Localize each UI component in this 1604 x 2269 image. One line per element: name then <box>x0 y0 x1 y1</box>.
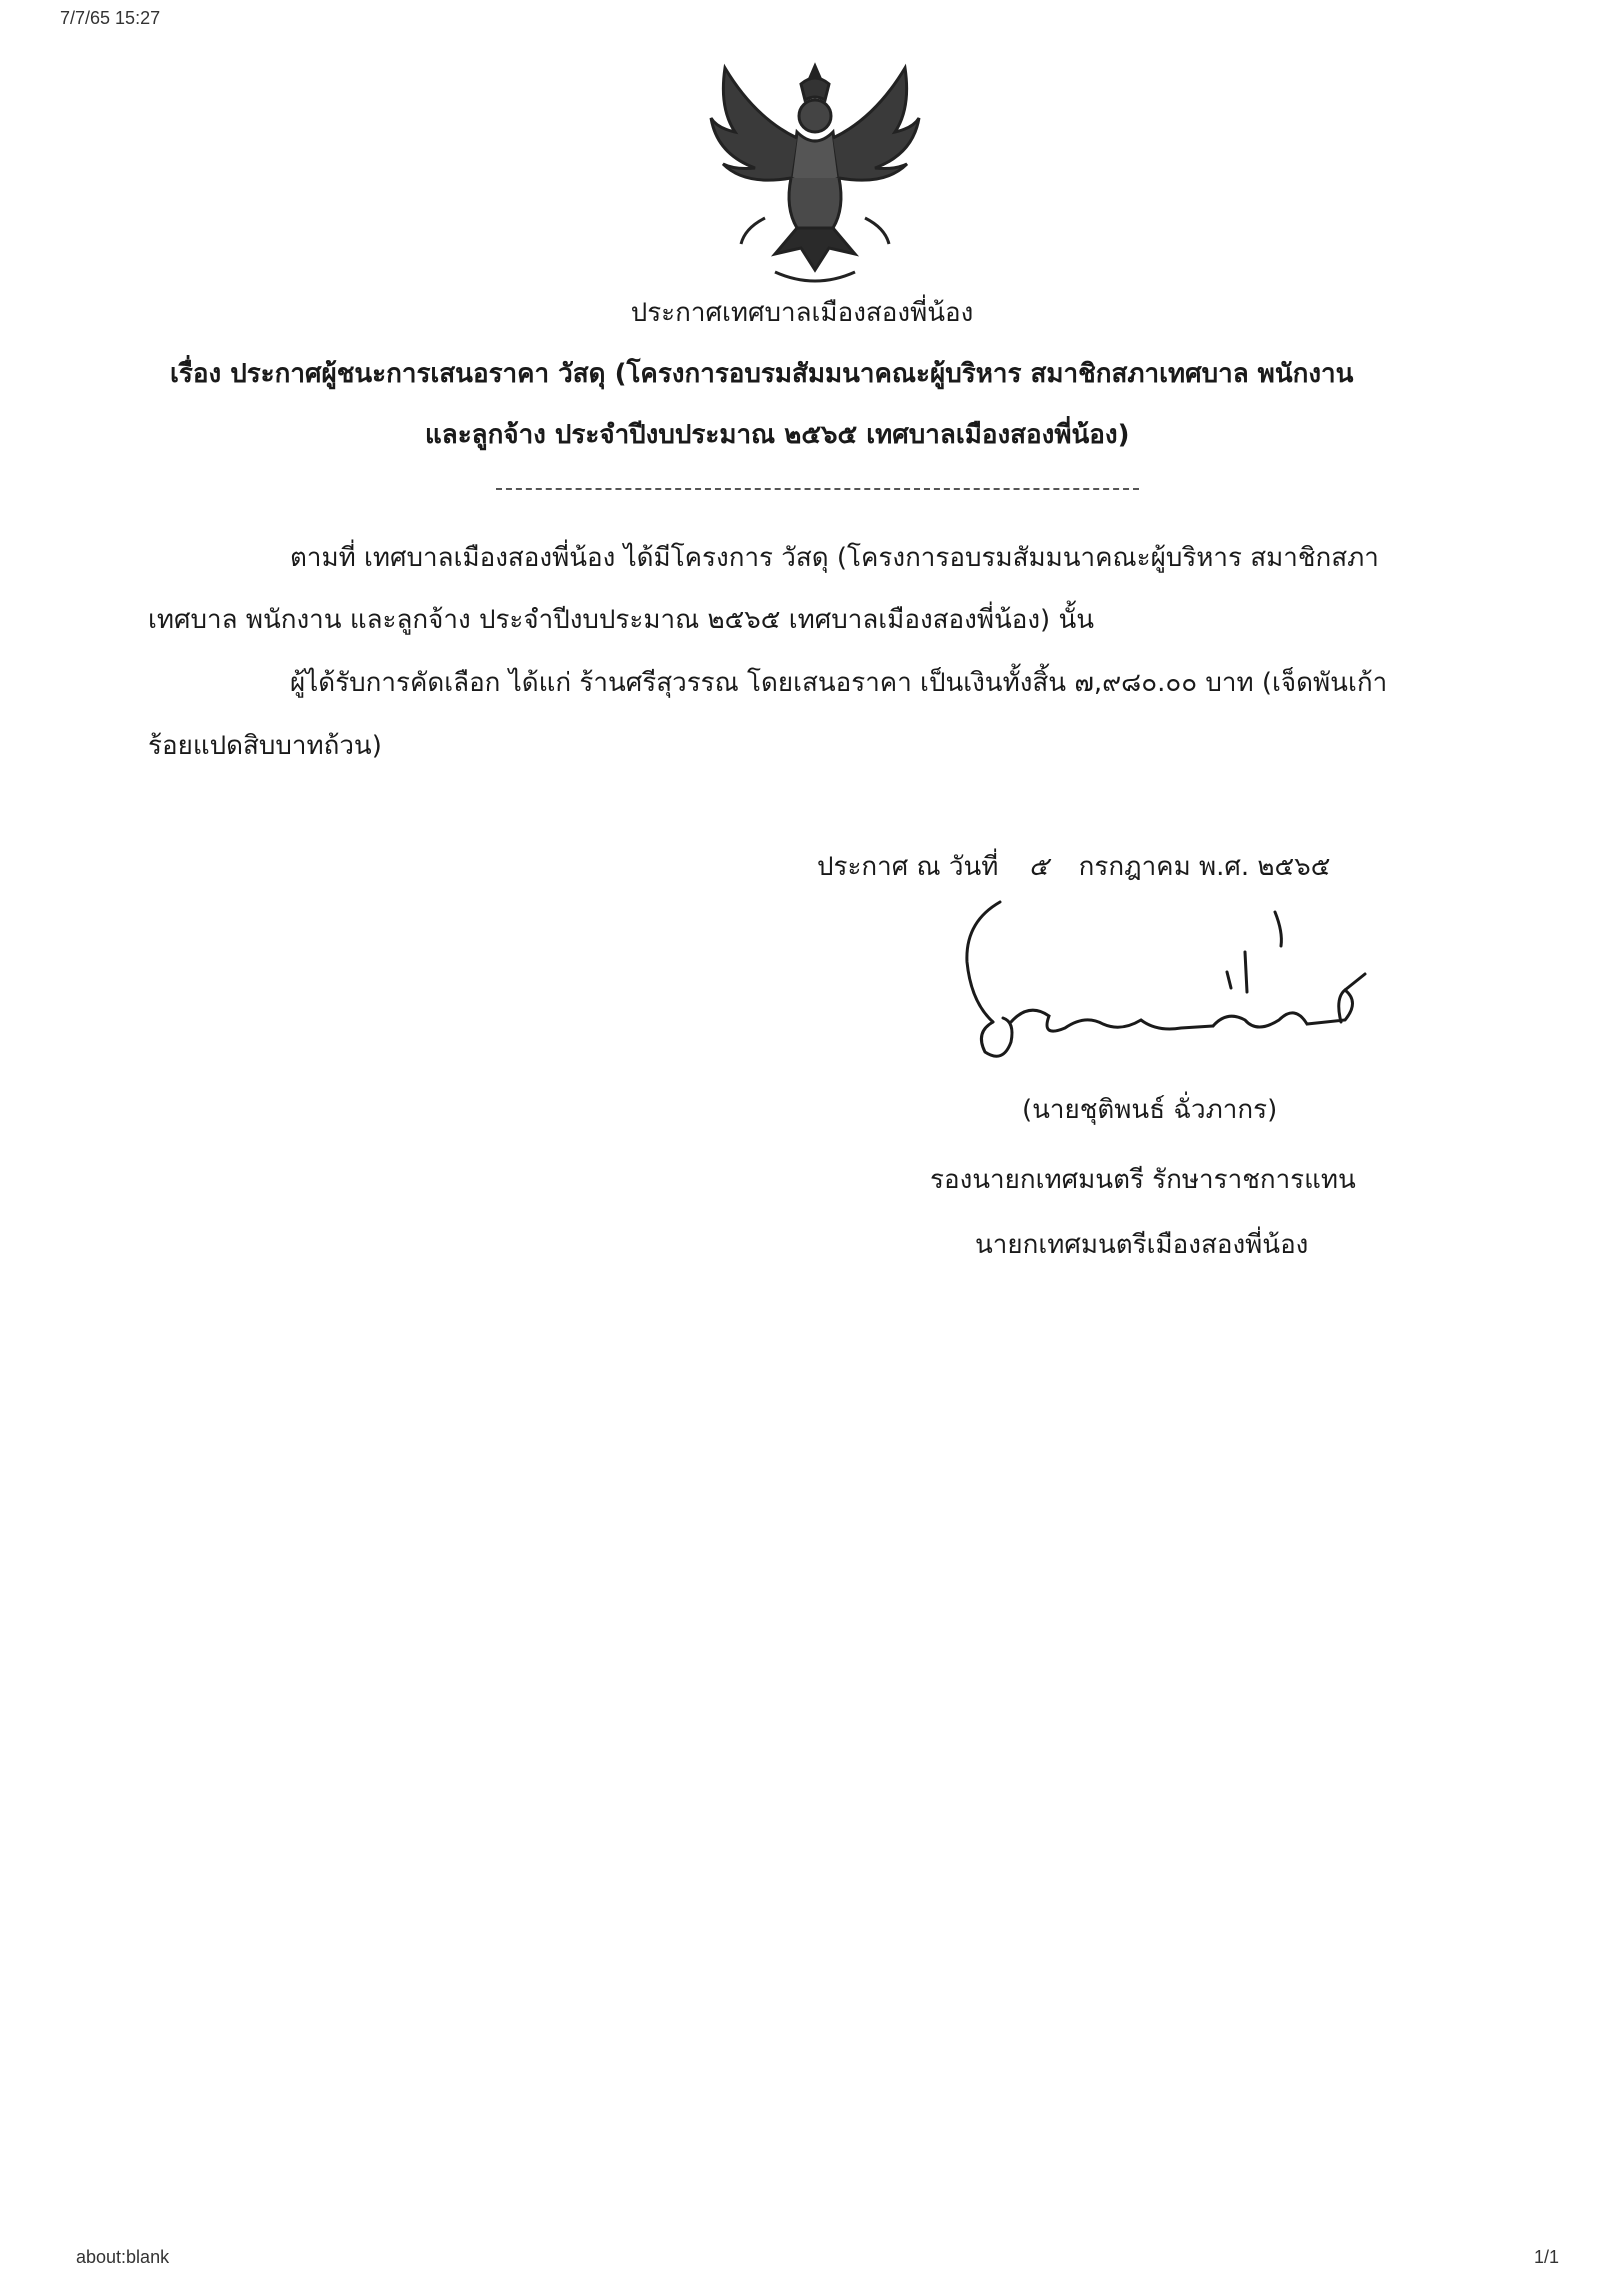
print-footer-page: 1/1 <box>1534 2247 1560 2267</box>
document-heading: ประกาศเทศบาลเมืองสองพี่น้อง <box>630 298 974 328</box>
garuda-emblem-icon <box>705 58 925 290</box>
body-paragraph2-line1: ผู้ได้รับการคัดเลือก ได้แก่ ร้านศรีสุวรรณ โดยเสนอราคา เป็นเงินทั้งสิ้น ๗,๙๘๐.๐๐ บาท (เจ็ดพันเก้า <box>290 668 1388 698</box>
document-subject-line2: และลูกจ้าง ประจำปีงบประมาณ ๒๕๖๕ เทศบาลเมืองสองพี่น้อง) <box>425 420 1130 450</box>
handwritten-signature <box>945 892 1375 1072</box>
separator-line <box>496 488 1139 490</box>
body-paragraph2-line2: ร้อยแปดสิบบาทถ้วน) <box>148 731 382 761</box>
signer-position-line2: นายกเทศมนตรีเมืองสองพี่น้อง <box>975 1230 1309 1260</box>
announcement-prefix: ประกาศ ณ วันที่ <box>817 852 999 882</box>
document-subject-line1: เรื่อง ประกาศผู้ชนะการเสนอราคา วัสดุ (โครงการอบรมสัมมนาคณะผู้บริหาร สมาชิกสภาเทศบาล พนักงาน <box>170 359 1354 389</box>
body-paragraph1-line2: เทศบาล พนักงาน และลูกจ้าง ประจำปีงบประมาณ ๒๕๖๕ เทศบาลเมืองสองพี่น้อง) นั้น <box>148 605 1094 635</box>
print-header-timestamp: 7/7/65 15:27 <box>60 8 161 28</box>
print-footer-url: about:blank <box>76 2247 170 2267</box>
announcement-date-line <box>817 852 1330 883</box>
announcement-day: ๕ <box>1028 852 1049 882</box>
body-paragraph1-line1: ตามที่ เทศบาลเมืองสองพี่น้อง ได้มีโครงการ วัสดุ (โครงการอบรมสัมมนาคณะผู้บริหาร สมาชิกสภา <box>290 543 1379 573</box>
signer-position-line1: รองนายกเทศมนตรี รักษาราชการแทน <box>930 1165 1356 1195</box>
signer-name: (นายชุติพนธ์ ฉั่วภากร) <box>1022 1095 1278 1125</box>
announcement-month-year: กรกฎาคม พ.ศ. ๒๕๖๕ <box>1078 852 1331 882</box>
